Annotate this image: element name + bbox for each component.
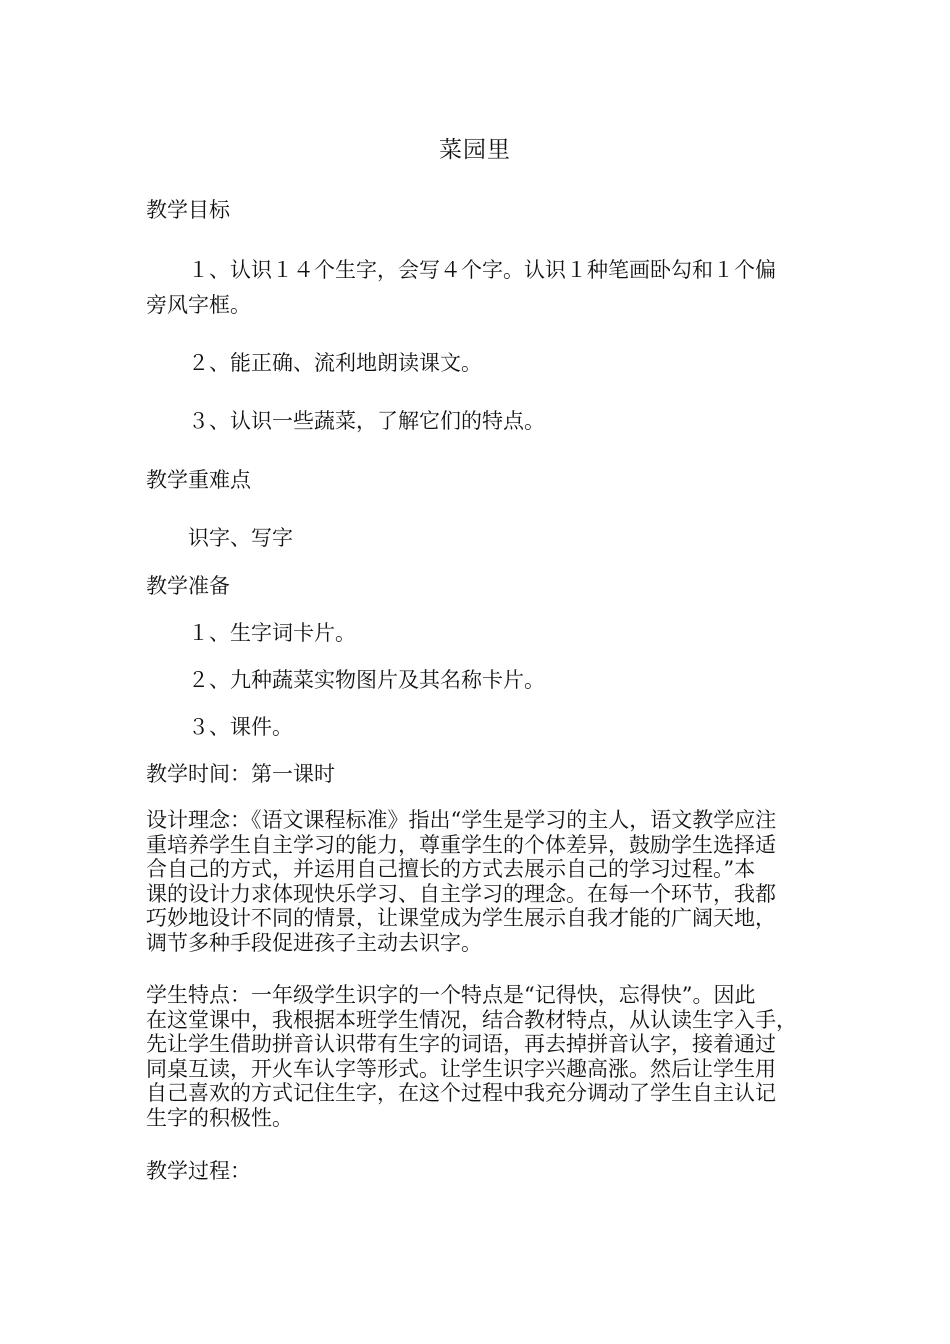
student-line: 生字的积极性。	[146, 1105, 293, 1130]
goal-3: ３、认识一些蔬菜，了解它们的特点。	[188, 409, 545, 433]
student-line: 先让学生借助拼音认识带有生字的词语，再去掉拼音认字，接着通过	[146, 1032, 776, 1056]
design-line: 调节多种手段促进孩子主动去识字。	[146, 930, 482, 955]
goal-1-line-2: 旁风字框。	[146, 293, 251, 317]
prep-item-3: ３、课件。	[188, 715, 293, 739]
key-points: 识字、写字	[188, 526, 293, 550]
goals-heading: 教学目标	[146, 198, 230, 222]
design-line: 设计理念：《语文课程标准》指出“学生是学习的主人，语文教学应注	[146, 808, 777, 832]
design-line: 巧妙地设计不同的情景，让课堂成为学生展示自我才能的广阔天地，	[146, 906, 776, 930]
process-heading: 教学过程：	[146, 1159, 251, 1183]
design-line: 重培养学生自主学习的能力，尊重学生的个体差异，鼓励学生选择适	[146, 832, 776, 857]
design-line: 合自己的方式，并运用自己擅长的方式去展示自己的学习过程。”本	[146, 857, 756, 881]
student-traits-paragraph	[146, 983, 812, 1130]
prep-item-2: ２、九种蔬菜实物图片及其名称卡片。	[188, 668, 545, 692]
teaching-time: 教学时间：第一课时	[146, 762, 335, 786]
student-line: 在这堂课中，我根据本班学生情况，结合教材特点，从认读生字入手，	[146, 1007, 797, 1032]
key-points-heading: 教学重难点	[146, 468, 251, 492]
design-concept-paragraph	[146, 808, 812, 955]
student-line: 学生特点：一年级学生识字的一个特点是“记得快，忘得快”。因此	[146, 983, 756, 1007]
design-line: 课的设计力求体现快乐学习、自主学习的理念。在每一个环节，我都	[146, 881, 776, 906]
prep-heading: 教学准备	[146, 574, 230, 598]
prep-item-1: １、生字词卡片。	[188, 621, 356, 645]
document-title: 菜园里	[439, 137, 511, 163]
student-line: 自己喜欢的方式记住生字，在这个过程中我充分调动了学生自主认记	[146, 1081, 776, 1105]
goal-2: ２、能正确、流利地朗读课文。	[188, 351, 482, 375]
student-line: 同桌互读，开火车认字等形式。让学生识字兴趣高涨。然后让学生用	[146, 1056, 776, 1081]
goal-1-line-1: １、认识１４个生字，会写４个字。认识１种笔画卧勾和１个偏	[188, 258, 776, 282]
